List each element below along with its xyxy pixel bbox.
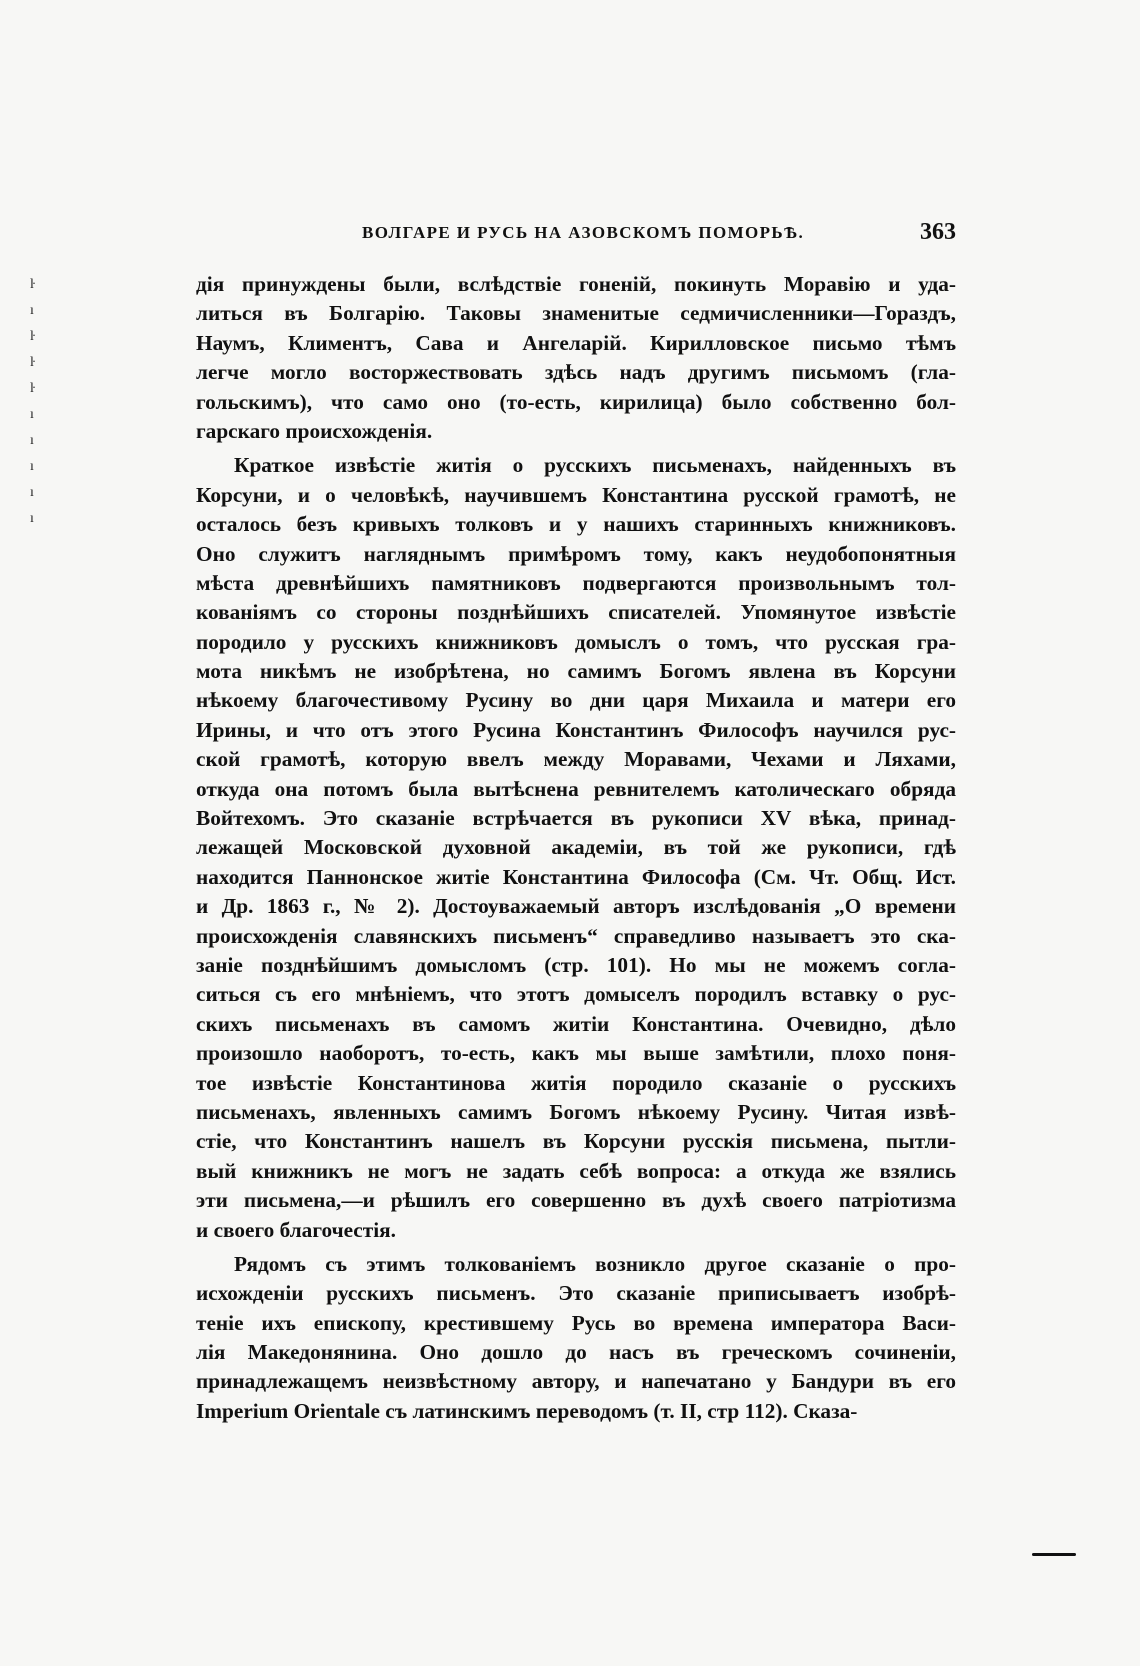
text-line: Imperium Orientale съ латинскимъ переводомъ (т. II, стр 112). Сказа- (196, 1398, 858, 1423)
text-line: Краткое извѣстіе житія о русскихъ письменахъ, найденныхъ въ (234, 453, 956, 478)
text-line: гарскаго происхожденія. (196, 418, 433, 443)
margin-mark: ŀ (30, 329, 35, 344)
margin-mark: ı (30, 511, 34, 526)
page-number: 363 (920, 219, 956, 245)
text-line: Ирины, и что отъ этого Русина Константинъ Философъ научился рус- (196, 717, 956, 742)
text-line: Корсуни, и о человѣкѣ, научившемъ Константина русской грамотѣ, не (196, 482, 956, 507)
margin-mark: ı (30, 433, 34, 448)
text-line: происхожденія славянскихъ письменъ“ справедливо называетъ это ска- (196, 923, 956, 948)
margin-mark: ı (30, 407, 34, 422)
text-line: ситься съ его мнѣніемъ, что этотъ домыселъ породилъ вставку о рус- (196, 982, 956, 1007)
text-line: откуда она потомъ была вытѣснена ревнителемъ католическаго обряда (196, 776, 956, 801)
text-line: Оно служитъ нагляднымъ примѣромъ тому, какъ неудобопонятныя (196, 541, 956, 566)
text-line: легче могло восторжествовать здѣсь надъ другимъ письмомъ (гла- (196, 360, 956, 385)
text-line: нѣкоему благочестивому Русину во дни царя Михаила и матери его (196, 688, 956, 713)
text-line: Войтехомъ. Это сказаніе встрѣчается въ рукописи XV вѣка, принад- (196, 806, 956, 831)
margin-mark: ı (30, 485, 34, 500)
text-line: скихъ письменахъ въ самомъ житіи Константина. Очевидно, дѣло (196, 1011, 956, 1036)
text-line: находится Паннонское житіе Константина Философа (См. Чт. Общ. Ист. (196, 864, 956, 889)
margin-mark: ı (30, 459, 34, 474)
text-line: осталось безъ кривыхъ толковъ и у нашихъ старинныхъ книжниковъ. (196, 512, 956, 537)
text-line: вый книжникъ не могъ не задать себѣ вопроса: а откуда же взялись (196, 1158, 956, 1183)
text-line: породило у русскихъ книжниковъ домыслъ о томъ, что русская гра- (196, 629, 956, 654)
text-line: Наумъ, Климентъ, Сава и Ангеларій. Кирилловское письмо тѣмъ (196, 330, 956, 355)
text-line: мота никѣмъ не изобрѣтена, но самимъ Богомъ явлена въ Корсуни (196, 659, 956, 684)
text-line: дія принуждены были, вслѣдствіе гоненій, покинуть Моравію и уда- (196, 272, 956, 296)
paragraph (196, 1250, 956, 1426)
text-line: литься въ Болгарію. Таковы знаменитые седмичисленники—Гораздъ, (196, 301, 956, 326)
text-line: Рядомъ съ этимъ толкованіемъ возникло другое сказаніе о про- (234, 1251, 956, 1276)
margin-marks (30, 272, 50, 532)
running-title: ВОЛГАРЕ И РУСЬ НА АЗОВСКОМЪ ПОМОРЬѢ. (362, 223, 805, 242)
text-line: письменахъ, явленныхъ самимъ Богомъ нѣкоему Русину. Читая извѣ- (196, 1099, 956, 1124)
page-header (196, 219, 956, 249)
margin-mark: ı (30, 303, 34, 318)
margin-mark: ŀ (30, 381, 35, 396)
text-line: и своего благочестія. (196, 1217, 396, 1242)
text-line: теніе ихъ епископу, крестившему Русь во времена императора Васи- (196, 1310, 956, 1335)
text-line: гольскимъ), что само оно (то-есть, кирилица) было собственно бол- (196, 389, 956, 414)
text-line: тое извѣстіе Константинова житія породило сказаніе о русскихъ (196, 1070, 956, 1095)
text-line: принадлежащемъ неизвѣстному автору, и напечатано у Бандури въ его (196, 1369, 956, 1394)
text-line: исхожденіи русскихъ письменъ. Это сказаніе приписываетъ изобрѣ- (196, 1281, 956, 1306)
text-line: эти письмена,—и рѣшилъ его совершенно въ духѣ своего патріотизма (196, 1188, 956, 1213)
body-text (196, 270, 956, 1426)
text-line: и Др. 1863 г., № 2). Достоуважаемый авторъ изслѣдованія „О времени (196, 894, 956, 919)
text-line: мѣста древнѣйшихъ памятниковъ подвергаются произвольнымъ тол- (196, 570, 956, 595)
paragraph (196, 270, 956, 446)
margin-mark: ŀ (30, 277, 35, 292)
text-line: кованіямъ со стороны позднѣйшихъ списателей. Упомянутое извѣстіе (196, 600, 956, 625)
text-line: лежащей Московской духовной академіи, въ той же рукописи, гдѣ (196, 835, 956, 860)
margin-mark: ŀ (30, 355, 35, 370)
margin-dash (1032, 1553, 1076, 1556)
text-line: лія Македонянина. Оно дошло до насъ въ греческомъ сочиненіи, (196, 1340, 956, 1365)
text-line: ской грамотѣ, которую ввелъ между Моравами, Чехами и Ляхами, (196, 747, 956, 772)
text-line: заніе позднѣйшимъ домысломъ (стр. 101). Но мы не можемъ согла- (196, 952, 956, 977)
paragraph (196, 451, 956, 1245)
text-line: произошло наоборотъ, то-есть, какъ мы выше замѣтили, плохо поня- (196, 1041, 956, 1066)
text-line: стіе, что Константинъ нашелъ въ Корсуни русскія письмена, пытли- (196, 1129, 956, 1154)
